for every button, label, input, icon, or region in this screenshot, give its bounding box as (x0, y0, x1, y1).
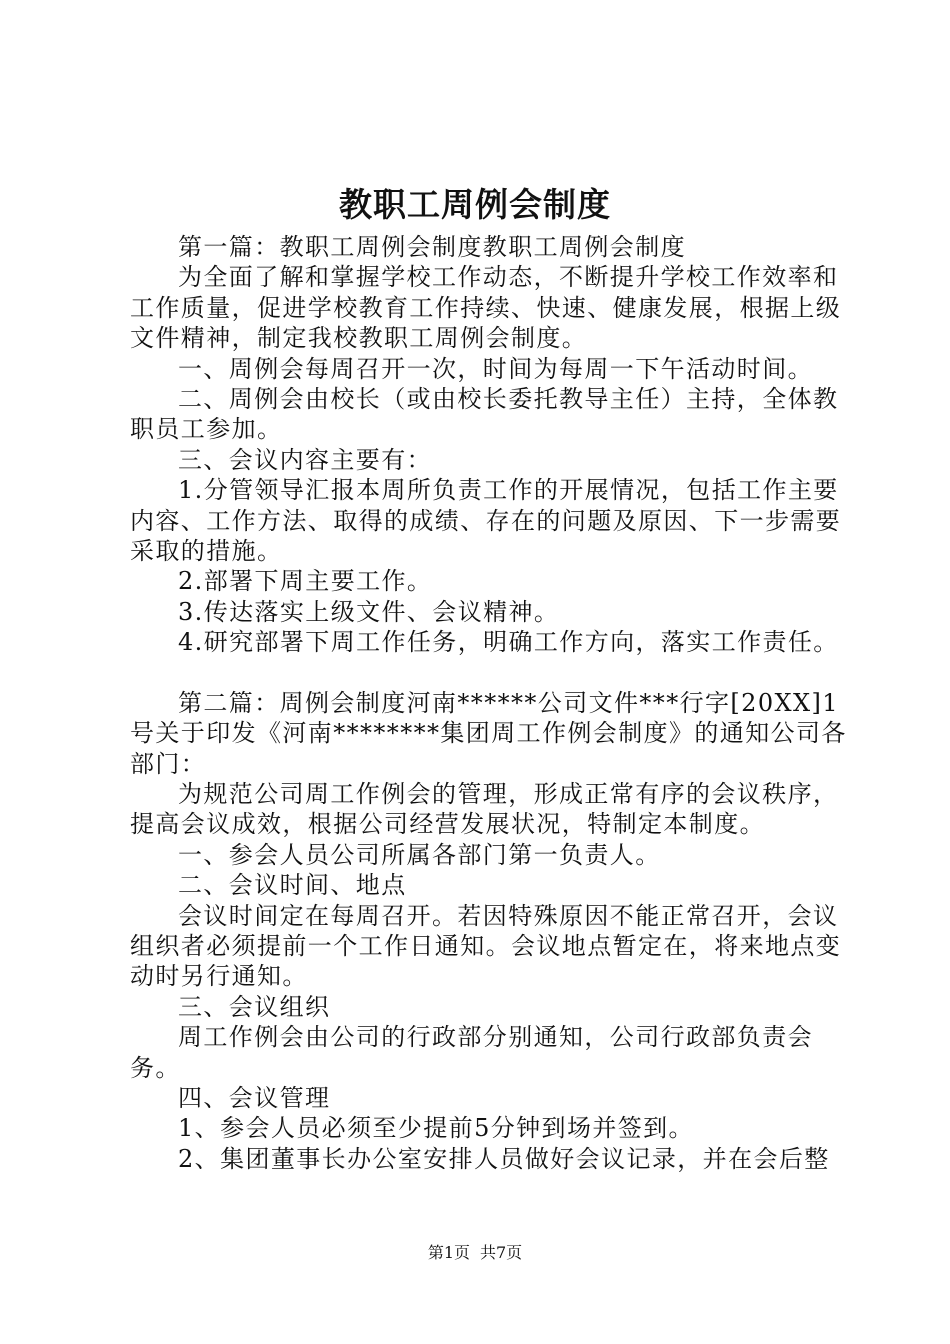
paragraph: 一、周例会每周召开一次，时间为每周一下午活动时间。 (178, 354, 813, 383)
paragraph: 二、周例会由校长（或由校长委托教导主任）主持，全体教职员工参加。 (130, 385, 839, 444)
page-number: 第1页 (427, 1243, 470, 1262)
paragraph: 第二篇：周例会制度河南******公司文件***行字[20XX]1号关于印发《河南********集团周工作例会制度》的通知公司各部门： (130, 688, 847, 778)
paragraph: 2.部署下周主要工作。 (178, 567, 433, 596)
paragraph: 1、参会人员必须至少提前5分钟到场并签到。 (178, 1114, 694, 1143)
page-total: 共7页 (480, 1243, 523, 1262)
paragraph: 四、会议管理 (178, 1083, 331, 1112)
document-body (130, 232, 850, 1174)
paragraph: 2、集团董事长办公室安排人员做好会议记录，并在会后整 (178, 1144, 830, 1173)
paragraph: 为全面了解和掌握学校工作动态，不断提升学校工作效率和工作质量，促进学校教育工作持续、快速、健康发展，根据上级文件精神，制定我校教职工周例会制度。 (130, 263, 842, 353)
paragraph: 4.研究部署下周工作任务，明确工作方向，落实工作责任。 (178, 628, 839, 657)
paragraph: 一、参会人员公司所属各部门第一负责人。 (178, 840, 661, 869)
paragraph: 三、会议内容主要有： (178, 445, 432, 474)
paragraph: 1.分管领导汇报本周所负责工作的开展情况，包括工作主要内容、工作方法、取得的成绩、存在的问题及原因、下一步需要采取的措施。 (130, 476, 842, 566)
paragraph: 为规范公司周工作例会的管理，形成正常有序的会议秩序，提高会议成效，根据公司经营发展状况，特制定本制度。 (130, 779, 839, 839)
paragraph: 第一篇：教职工周例会制度教职工周例会制度 (178, 233, 686, 261)
paragraph: 3.传达落实上级文件、会议精神。 (178, 597, 560, 626)
paragraph: 会议时间定在每周召开。若因特殊原因不能正常召开，会议组织者必须提前一个工作日通知。会议地点暂定在，将来地点变动时另行通知。 (130, 901, 842, 991)
paragraph: 二、会议时间、地点 (178, 871, 407, 900)
paragraph: 周工作例会由公司的行政部分别通知，公司行政部负责会务。 (130, 1023, 813, 1082)
page-footer (0, 1241, 950, 1265)
document-title: 教职工周例会制度 (339, 185, 611, 224)
paragraph: 三、会议组织 (178, 992, 331, 1021)
